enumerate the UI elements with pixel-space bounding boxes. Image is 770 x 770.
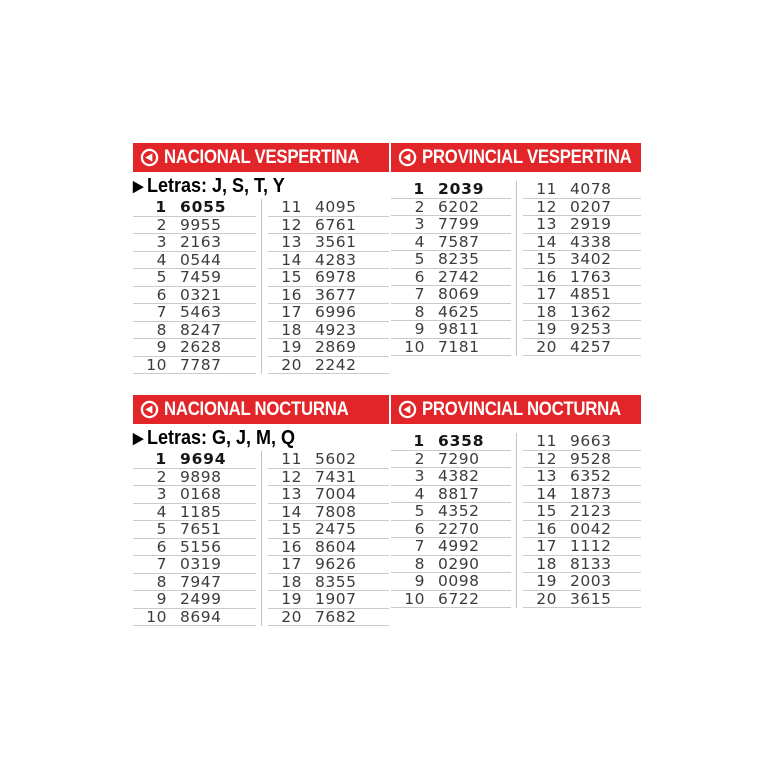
- table-row: [391, 181, 511, 199]
- table-row: [523, 216, 641, 234]
- draw-position: 3: [414, 467, 425, 486]
- draw-position: 5: [414, 250, 425, 269]
- draw-number: 2242: [315, 355, 357, 374]
- back-arrow-circle-icon: [398, 148, 417, 167]
- table-row: [268, 591, 389, 609]
- results-column-11-20: [261, 451, 389, 626]
- draw-position: 16: [281, 285, 302, 304]
- table-row: [391, 573, 511, 591]
- draw-position: 14: [281, 250, 302, 269]
- draw-number: 4923: [315, 320, 357, 339]
- table-nacional-vespertina: [133, 143, 389, 374]
- draw-position: 7: [414, 285, 425, 304]
- draw-number: 4382: [438, 467, 480, 486]
- table-row: [523, 538, 641, 556]
- draw-position: 5: [156, 268, 167, 287]
- draw-number: 6202: [438, 197, 480, 216]
- draw-position: 13: [281, 485, 302, 504]
- draw-position: 4: [156, 502, 167, 521]
- letters-line: [133, 425, 363, 451]
- draw-number: 7787: [180, 355, 222, 374]
- draw-position: 9: [414, 320, 425, 339]
- letters-text: Letras: J, S, T, Y: [146, 174, 285, 197]
- draw-number: 6996: [315, 303, 357, 322]
- draw-position: 8: [156, 572, 167, 591]
- draw-number: 5463: [180, 303, 222, 322]
- draw-position: 16: [536, 267, 557, 286]
- table-row: [391, 503, 511, 521]
- table-row: [391, 251, 511, 269]
- draw-number: 7808: [315, 502, 357, 521]
- draw-position: 5: [156, 520, 167, 539]
- draw-number: 3615: [570, 589, 612, 608]
- table-row: [133, 287, 256, 305]
- table-row: [268, 252, 389, 270]
- draw-number: 4851: [570, 285, 612, 304]
- draw-number: 7004: [315, 485, 357, 504]
- draw-number: 7799: [438, 215, 480, 234]
- draw-position: 14: [536, 484, 557, 503]
- draw-number: 2742: [438, 267, 480, 286]
- draw-number: 2123: [570, 502, 612, 521]
- table-row: [391, 451, 511, 469]
- table-row: [133, 252, 256, 270]
- back-arrow-circle-icon: [140, 400, 159, 419]
- table-row: [133, 339, 256, 357]
- table-row: [133, 591, 256, 609]
- table-row: [391, 199, 511, 217]
- results-column-1-10: [133, 199, 261, 374]
- table-title: PROVINCIAL VESPERTINA: [422, 146, 632, 168]
- table-row: [523, 286, 641, 304]
- draw-position: 3: [156, 233, 167, 252]
- draw-position: 10: [146, 607, 167, 626]
- draw-number: 3402: [570, 250, 612, 269]
- draw-number: 9898: [180, 467, 222, 486]
- draw-number: 9528: [570, 449, 612, 468]
- table-row: [133, 539, 256, 557]
- draw-number: 6722: [438, 589, 480, 608]
- draw-position: 13: [536, 467, 557, 486]
- draw-position: 1: [155, 450, 167, 469]
- table-row: [268, 199, 389, 217]
- draw-number: 1362: [570, 302, 612, 321]
- table-row: [133, 556, 256, 574]
- draw-number: 2003: [570, 572, 612, 591]
- table-row: [268, 451, 389, 469]
- results-grid: [391, 181, 641, 356]
- results-grid: [133, 199, 389, 374]
- table-row: [268, 539, 389, 557]
- table-row: [133, 304, 256, 322]
- draw-position: 17: [536, 285, 557, 304]
- draw-position: 12: [536, 197, 557, 216]
- table-provincial-vespertina: [391, 143, 641, 356]
- table-row: [391, 538, 511, 556]
- table-row: [523, 573, 641, 591]
- draw-position: 12: [536, 449, 557, 468]
- table-header: [391, 395, 641, 424]
- table-nacional-nocturna: [133, 395, 389, 626]
- draw-position: 9: [156, 338, 167, 357]
- table-row: [523, 251, 641, 269]
- draw-number: 0098: [438, 572, 480, 591]
- draw-number: 4338: [570, 232, 612, 251]
- draw-number: 7682: [315, 607, 357, 626]
- draw-position: 16: [281, 537, 302, 556]
- table-row: [133, 486, 256, 504]
- results-column-11-20: [516, 433, 641, 608]
- draw-number: 2628: [180, 338, 222, 357]
- table-title: PROVINCIAL NOCTURNA: [422, 398, 621, 420]
- table-row: [391, 556, 511, 574]
- draw-position: 20: [536, 337, 557, 356]
- draw-number: 2919: [570, 215, 612, 234]
- table-row: [268, 322, 389, 340]
- draw-number: 4257: [570, 337, 612, 356]
- draw-number: 4283: [315, 250, 357, 269]
- table-header: [133, 143, 389, 172]
- table-row: [133, 504, 256, 522]
- results-grid: [391, 433, 641, 608]
- draw-position: 7: [156, 555, 167, 574]
- draw-position: 15: [536, 250, 557, 269]
- table-title: NACIONAL VESPERTINA: [164, 146, 360, 168]
- back-arrow-circle-icon: [398, 400, 417, 419]
- draw-number: 2475: [315, 520, 357, 539]
- table-row: [268, 339, 389, 357]
- table-row: [268, 234, 389, 252]
- draw-number: 0290: [438, 554, 480, 573]
- table-row: [523, 591, 641, 609]
- results-column-1-10: [391, 181, 516, 356]
- draw-number: 9626: [315, 555, 357, 574]
- draw-position: 9: [156, 590, 167, 609]
- draw-position: 6: [156, 537, 167, 556]
- draw-position: 7: [414, 537, 425, 556]
- table-row: [391, 216, 511, 234]
- draw-position: 4: [414, 484, 425, 503]
- draw-number: 2499: [180, 590, 222, 609]
- triangle-bullet-icon: ▶: [133, 429, 144, 447]
- draw-number: 9811: [438, 320, 480, 339]
- table-row: [523, 433, 641, 451]
- table-row: [391, 468, 511, 486]
- draw-position: 6: [156, 285, 167, 304]
- draw-number: 6761: [315, 215, 357, 234]
- draw-position: 15: [281, 520, 302, 539]
- draw-position: 17: [536, 537, 557, 556]
- draw-position: 14: [536, 232, 557, 251]
- draw-number: 6358: [438, 432, 485, 451]
- draw-number: 4625: [438, 302, 480, 321]
- table-row: [268, 521, 389, 539]
- draw-number: 0321: [180, 285, 222, 304]
- draw-number: 9663: [570, 432, 612, 451]
- results-grid: [133, 451, 389, 626]
- letters-text: Letras: G, J, M, Q: [146, 426, 296, 449]
- draw-number: 6978: [315, 268, 357, 287]
- table-row: [268, 504, 389, 522]
- draw-position: 10: [404, 337, 425, 356]
- table-row: [523, 468, 641, 486]
- draw-number: 8133: [570, 554, 612, 573]
- table-row: [523, 339, 641, 357]
- draw-position: 20: [281, 607, 302, 626]
- table-row: [133, 469, 256, 487]
- draw-number: 7290: [438, 449, 480, 468]
- table-row: [268, 574, 389, 592]
- table-row: [523, 451, 641, 469]
- results-column-1-10: [133, 451, 261, 626]
- draw-number: 8247: [180, 320, 222, 339]
- table-row: [268, 609, 389, 627]
- draw-number: 0319: [180, 555, 222, 574]
- table-row: [391, 269, 511, 287]
- table-row: [133, 217, 256, 235]
- draw-position: 18: [281, 320, 302, 339]
- table-row: [523, 269, 641, 287]
- table-row: [133, 451, 256, 469]
- draw-position: 17: [281, 555, 302, 574]
- table-row: [391, 321, 511, 339]
- draw-number: 2869: [315, 338, 357, 357]
- table-row: [268, 469, 389, 487]
- draw-position: 20: [536, 589, 557, 608]
- draw-position: 8: [156, 320, 167, 339]
- table-row: [268, 217, 389, 235]
- table-row: [523, 304, 641, 322]
- draw-number: 4078: [570, 180, 612, 199]
- draw-number: 8817: [438, 484, 480, 503]
- table-row: [523, 486, 641, 504]
- draw-number: 7181: [438, 337, 480, 356]
- draw-number: 0042: [570, 519, 612, 538]
- table-row: [133, 322, 256, 340]
- draw-number: 7459: [180, 268, 222, 287]
- draw-number: 3561: [315, 233, 357, 252]
- table-row: [133, 521, 256, 539]
- table-title: NACIONAL NOCTURNA: [164, 398, 349, 420]
- draw-number: 1185: [180, 502, 222, 521]
- draw-position: 2: [414, 197, 425, 216]
- table-row: [268, 357, 389, 375]
- draw-number: 0168: [180, 485, 222, 504]
- draw-number: 7651: [180, 520, 222, 539]
- draw-position: 18: [536, 554, 557, 573]
- table-row: [391, 339, 511, 357]
- table-provincial-nocturna: [391, 395, 641, 608]
- draw-number: 2270: [438, 519, 480, 538]
- table-row: [523, 199, 641, 217]
- table-row: [523, 521, 641, 539]
- back-arrow-circle-icon: [140, 148, 159, 167]
- draw-position: 19: [536, 320, 557, 339]
- table-header: [391, 143, 641, 172]
- draw-position: 12: [281, 215, 302, 234]
- draw-number: 6352: [570, 467, 612, 486]
- draw-number: 5156: [180, 537, 222, 556]
- draw-position: 11: [281, 198, 302, 217]
- draw-number: 3677: [315, 285, 357, 304]
- draw-number: 0207: [570, 197, 612, 216]
- letters-line: [133, 173, 363, 199]
- draw-number: 8355: [315, 572, 357, 591]
- draw-position: 12: [281, 467, 302, 486]
- results-column-1-10: [391, 433, 516, 608]
- draw-position: 11: [536, 432, 557, 451]
- draw-number: 8069: [438, 285, 480, 304]
- draw-position: 8: [414, 302, 425, 321]
- draw-position: 19: [281, 338, 302, 357]
- draw-position: 7: [156, 303, 167, 322]
- draw-position: 2: [414, 449, 425, 468]
- table-row: [523, 503, 641, 521]
- draw-position: 4: [414, 232, 425, 251]
- draw-position: 15: [536, 502, 557, 521]
- table-row: [268, 287, 389, 305]
- draw-position: 19: [281, 590, 302, 609]
- draw-position: 8: [414, 554, 425, 573]
- draw-number: 8604: [315, 537, 357, 556]
- table-row: [391, 286, 511, 304]
- draw-position: 6: [414, 267, 425, 286]
- draw-position: 10: [404, 589, 425, 608]
- table-row: [268, 304, 389, 322]
- table-row: [268, 556, 389, 574]
- table-row: [523, 234, 641, 252]
- draw-position: 14: [281, 502, 302, 521]
- table-row: [523, 556, 641, 574]
- draw-number: 0544: [180, 250, 222, 269]
- draw-number: 1763: [570, 267, 612, 286]
- draw-position: 3: [156, 485, 167, 504]
- draw-position: 20: [281, 355, 302, 374]
- draw-position: 16: [536, 519, 557, 538]
- draw-number: 2163: [180, 233, 222, 252]
- draw-number: 9253: [570, 320, 612, 339]
- draw-number: 1873: [570, 484, 612, 503]
- draw-number: 7947: [180, 572, 222, 591]
- draw-number: 2039: [438, 180, 485, 199]
- draw-position: 6: [414, 519, 425, 538]
- draw-position: 15: [281, 268, 302, 287]
- draw-number: 4095: [315, 198, 357, 217]
- draw-position: 1: [155, 198, 167, 217]
- table-row: [391, 433, 511, 451]
- draw-position: 13: [281, 233, 302, 252]
- table-row: [523, 321, 641, 339]
- draw-position: 3: [414, 215, 425, 234]
- table-row: [133, 357, 256, 375]
- draw-position: 13: [536, 215, 557, 234]
- table-row: [391, 304, 511, 322]
- draw-number: 4352: [438, 502, 480, 521]
- draw-position: 11: [536, 180, 557, 199]
- table-row: [133, 609, 256, 627]
- draw-number: 6055: [180, 198, 227, 217]
- results-column-11-20: [516, 181, 641, 356]
- draw-number: 7587: [438, 232, 480, 251]
- draw-position: 17: [281, 303, 302, 322]
- draw-number: 4992: [438, 537, 480, 556]
- table-row: [133, 199, 256, 217]
- table-row: [391, 234, 511, 252]
- draw-position: 2: [156, 215, 167, 234]
- table-row: [133, 269, 256, 287]
- draw-position: 10: [146, 355, 167, 374]
- draw-position: 9: [414, 572, 425, 591]
- table-row: [391, 521, 511, 539]
- draw-number: 5602: [315, 450, 357, 469]
- draw-position: 5: [414, 502, 425, 521]
- table-row: [268, 269, 389, 287]
- draw-position: 1: [413, 432, 425, 451]
- draw-number: 9955: [180, 215, 222, 234]
- table-row: [133, 234, 256, 252]
- table-header: [133, 395, 389, 424]
- draw-position: 2: [156, 467, 167, 486]
- draw-position: 4: [156, 250, 167, 269]
- draw-number: 8235: [438, 250, 480, 269]
- draw-position: 18: [281, 572, 302, 591]
- draw-number: 1907: [315, 590, 357, 609]
- draw-number: 1112: [570, 537, 612, 556]
- draw-position: 18: [536, 302, 557, 321]
- draw-number: 7431: [315, 467, 357, 486]
- draw-number: 9694: [180, 450, 227, 469]
- results-column-11-20: [261, 199, 389, 374]
- draw-position: 19: [536, 572, 557, 591]
- table-row: [268, 486, 389, 504]
- draw-number: 8694: [180, 607, 222, 626]
- table-row: [391, 486, 511, 504]
- table-row: [391, 591, 511, 609]
- table-row: [133, 574, 256, 592]
- draw-position: 1: [413, 180, 425, 199]
- draw-position: 11: [281, 450, 302, 469]
- triangle-bullet-icon: ▶: [133, 177, 144, 195]
- table-row: [523, 181, 641, 199]
